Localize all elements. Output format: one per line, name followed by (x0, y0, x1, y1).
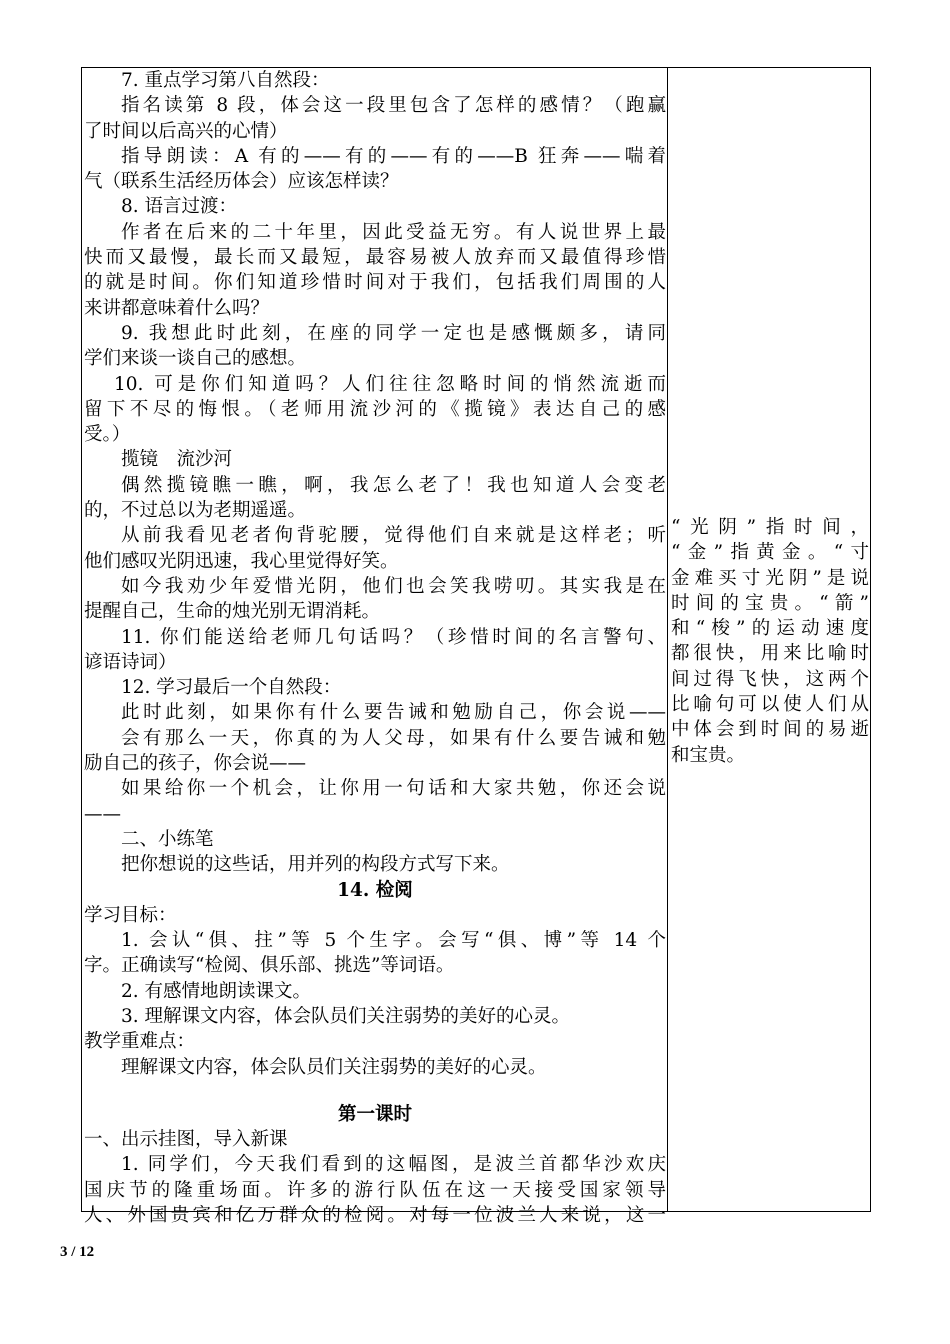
content-line: 气（联系生活经历体会）应该怎样读？ (84, 171, 399, 193)
content-line: 此时此刻，如果你有什么要告诫和勉励自己，你会说—— (121, 702, 666, 724)
content-line: 2. 有感情地朗读课文。 (121, 980, 312, 1002)
content-line: 的，不过总以为老期遥遥。 (84, 500, 307, 522)
content-line: 快而又最慢，最长而又最短，最容易被人放弃而又最值得珍惜 (84, 247, 666, 269)
content-line: 如今我劝少年爱惜光阴，他们也会笑我唠叨。其实我是在 (121, 575, 666, 597)
content-line: 他们感叹光阴迅速，我心里觉得好笑。 (84, 550, 399, 572)
content-line: 指导朗读：A 有的——有的——有的——B 狂奔——喘着 (121, 145, 666, 167)
content-line: 12. 学习最后一个自然段： (121, 677, 342, 699)
content-line: 3. 理解课文内容，体会队员们关注弱势的美好的心灵。 (121, 1005, 571, 1027)
annotation-line: 金难买寸光阴”是说 (671, 567, 869, 589)
content-line: 作者在后来的二十年里，因此受益无穷。有人说世界上最 (121, 221, 666, 243)
content-line: 学们来谈一谈自己的感想。 (84, 348, 307, 370)
content-line: 7. 重点学习第八自然段： (121, 70, 330, 91)
content-line: 谚语诗词） (84, 651, 177, 673)
content-line: —— (84, 803, 121, 825)
content-line: 人、外国贵宾和亿万群众的检阅。对每一位波兰人来说，这一 (84, 1205, 666, 1227)
content-line: 学习目标： (84, 904, 177, 926)
content-line: 提醒自己，生命的烛光别无谓消耗。 (84, 601, 381, 623)
content-line: 留下不尽的悔恨。（老师用流沙河的《揽镜》表达自己的感 (84, 398, 666, 420)
annotation-line: 和宝贵。 (671, 744, 746, 766)
content-line: 的就是时间。你们知道珍惜时间对于我们，包括我们周围的人 (84, 272, 666, 294)
content-line: 会有那么一天，你真的为人父母，如果有什么要告诫和勉 (121, 727, 666, 749)
page-number: 3 / 12 (60, 1244, 95, 1260)
content-line: 第一课时 (337, 1103, 412, 1125)
content-line: 8. 语言过渡： (121, 196, 238, 218)
content-line: 一、出示挂图，导入新课 (84, 1129, 288, 1151)
content-line: 如果给你一个机会，让你用一句话和大家共勉，你还会说 (121, 778, 666, 800)
content-line: 1. 同学们，今天我们看到的这幅图，是波兰首都华沙欢庆 (121, 1154, 666, 1176)
content-line: 11. 你们能送给老师几句话吗？（珍惜时间的名言警句、 (121, 626, 666, 648)
content-line: 理解课文内容，体会队员们关注弱势的美好的心灵。 (121, 1056, 547, 1078)
column-divider (667, 68, 668, 1211)
content-line (84, 1080, 666, 1102)
content-line: 教学重难点： (84, 1031, 196, 1053)
content-line: 国庆节的隆重场面。许多的游行队伍在这一天接受国家领导 (84, 1179, 666, 1201)
annotation-line: 间过得飞快，这两个 (671, 668, 869, 690)
lesson-table (81, 67, 871, 1227)
annotation-line: 和“梭”的运动速度 (671, 618, 869, 640)
content-line: 来讲都意味着什么吗？ (84, 297, 270, 319)
content-line: 励自己的孩子，你会说—— (84, 753, 307, 775)
annotation-line: “光阴”指时间， (671, 517, 869, 538)
content-line: 字。正确读写“检阅、俱乐部、挑选”等词语。 (84, 955, 455, 977)
content-line: 受。） (84, 424, 131, 446)
content-line: 14. 检阅 (337, 879, 413, 901)
content-line: 了时间以后高兴的心情） (84, 120, 288, 142)
annotation-line: 中体会到时间的易逝 (671, 719, 869, 741)
content-line: 9. 我想此时此刻，在座的同学一定也是感慨颇多，请同 (121, 322, 666, 344)
content-line: 把你想说的这些话，用并列的构段方式写下来。 (121, 854, 510, 876)
annotation-line: “金”指黄金。“寸 (671, 542, 869, 564)
content-line: 1. 会认“俱、拄”等 5 个生字。会写“俱、博”等 14 个 (121, 930, 666, 952)
content-line: 偶然揽镜瞧一瞧，啊，我怎么老了！我也知道人会变老 (121, 474, 666, 496)
content-line: 二、小练笔 (121, 828, 214, 850)
content-line: 10. 可是你们知道吗？人们往往忽略时间的悄然流逝而 (114, 373, 666, 395)
content-line: 揽镜 流沙河 (121, 449, 233, 471)
annotation-line: 比喻句可以使人们从 (671, 694, 869, 716)
content-line: 从前我看见老者佝背驼腰，觉得他们自来就是这样老；听 (121, 525, 666, 547)
annotation-line: 都很快，用来比喻时 (671, 643, 869, 665)
annotation-line: 时间的宝贵。“箭” (671, 592, 869, 614)
annotation-column (671, 515, 869, 768)
content-line: 指名读第 8 段，体会这一段里包含了怎样的感情？（跑赢 (121, 95, 666, 117)
lesson-content-column (84, 68, 666, 1228)
